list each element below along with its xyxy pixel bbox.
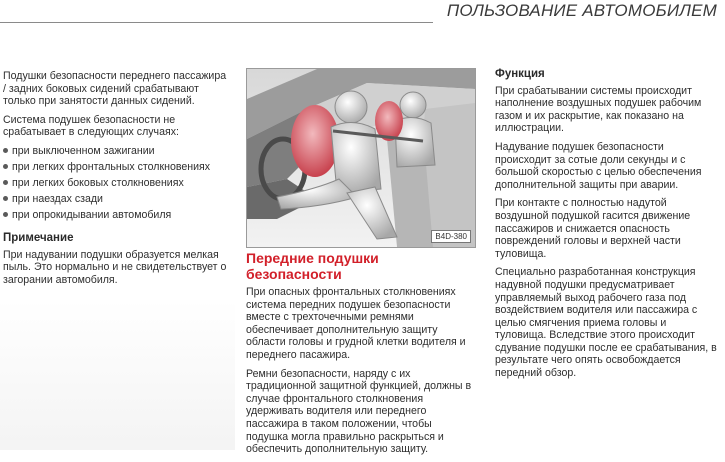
front-airbags-title-block	[246, 250, 474, 286]
bullet-icon	[3, 148, 8, 153]
list-item: при легких фронтальных столкновениях	[3, 161, 232, 174]
list-item: при легких боковых столкновениях	[3, 177, 232, 190]
non-deploy-list	[3, 145, 232, 222]
left-column	[3, 70, 232, 292]
note-text: При надувании подушки образуется мелкая пыль. Это нормально и не свидетельствует о загорании автомобиля.	[3, 248, 227, 286]
right-paragraph-2: Надувание подушек безопасности происходит за сотые доли секунды и с большой скоростью с целью обеспечения дополнительной защиты при аварии.	[495, 140, 702, 191]
middle-column	[246, 286, 474, 462]
function-heading: Функция	[495, 68, 545, 80]
figure-code-label: B4D-380	[431, 230, 471, 243]
header-rule	[0, 22, 433, 23]
middle-paragraph-1: При опасных фронтальных столкновениях система передних подушек безопасности вместе с трехточечными ремнями обеспечивает дополнительную защиту области головы и грудной клетки водителя и переднего пасажира.	[246, 286, 466, 361]
right-paragraph-3: При контакте с полностью надутой воздушной подушкой гасится движение пассажиров и снижается опасность повреждений головы и верхней части туловища.	[495, 197, 691, 260]
bullet-icon	[3, 164, 8, 169]
middle-paragraph-2: Ремни безопасности, наряду с их традиционной защитной функцией, должны в случае фронтального столкновения удерживать водителя или переднего пассажира в таком положении, чтобы подушка могла правильно раскрыться и обеспечить дополнительную защиту.	[246, 367, 472, 456]
list-item: при опрокидывании автомобиля	[3, 209, 232, 222]
list-item: при наездах сзади	[3, 193, 232, 206]
bullet-icon	[3, 196, 8, 201]
airbag-illustration-drawing	[247, 69, 475, 247]
right-paragraph-4: Специально разработанная конструкция надувной подушки предусматривает управляемый выход рабочего газа под воздействием водителя или пассажира с целью смягчения приема головы и туловища. Вследствие этого происходит сдувание подушки после ее срабатывания, в результате чего опять освобождается передний обзор.	[495, 266, 717, 380]
bullet-icon	[3, 180, 8, 185]
left-paragraph-1: Подушки безопасности переднего пассажира / задних боковых сидений срабатывают только при занятости данных сидений.	[3, 70, 227, 108]
note-heading: Примечание	[3, 231, 74, 244]
right-paragraph-1: При срабатывании системы происходит наполнение воздушных подушек рабочим газом и их раскрытие, как показано на иллюстрации.	[495, 84, 702, 135]
left-paragraph-2: Система подушек безопасности не срабатывает в следующих случаях:	[3, 113, 179, 139]
list-item: при выключенном зажигании	[3, 145, 232, 158]
bullet-icon	[3, 212, 8, 217]
airbag-illustration	[246, 68, 476, 248]
right-column	[495, 68, 719, 386]
front-airbags-title: Передние подушки безопасности	[246, 250, 379, 282]
background-shade	[0, 300, 235, 450]
page-header-title: ПОЛЬЗОВАНИЕ АВТОМОБИЛЕМ	[446, 1, 717, 20]
